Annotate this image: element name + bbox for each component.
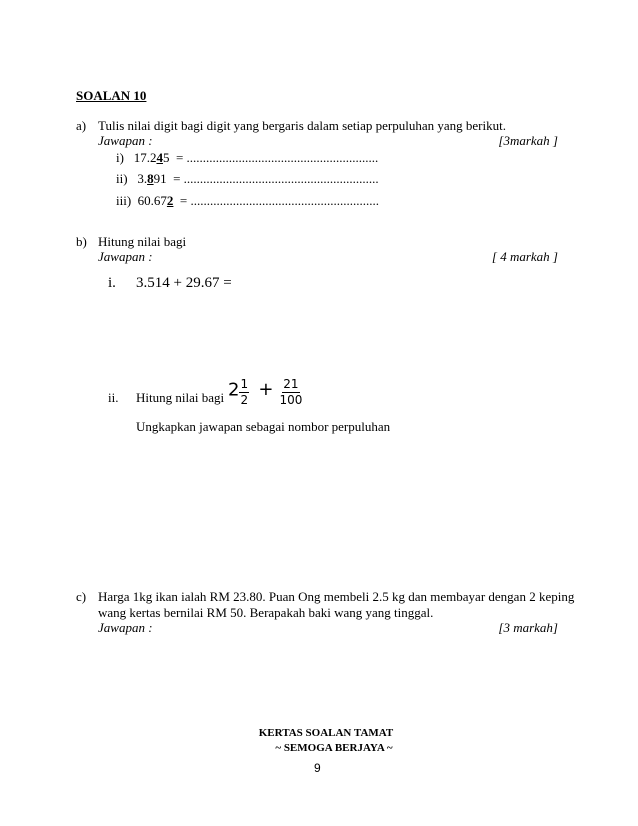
part-b-item-i-num: i.	[108, 275, 116, 291]
part-b-answer-label: Jawapan :	[98, 249, 153, 264]
part-c-marks: [3 markah]	[498, 620, 558, 635]
fraction-one-half: $\frac{1}{2}$	[240, 377, 249, 407]
fraction-21-100: $\frac{21}{100}$	[279, 377, 303, 407]
page-title: SOALAN 10	[76, 88, 147, 103]
part-a-item-2: ii) 3.891 = ............................................................	[116, 171, 379, 186]
part-a-question: Tulis nilai digit bagi digit yang bergaris dalam setiap perpuluhan yang berikut.	[98, 118, 506, 133]
part-c-line-2: wang kertas bernilai RM 50. Berapakah baki wang yang tinggal.	[98, 605, 434, 620]
footer-good-luck: ~ SEMOGA BERJAYA ~	[275, 742, 393, 754]
part-b-item-i-expr: 3.514 + 29.67 =	[136, 275, 232, 291]
whole-number: 2	[228, 379, 240, 401]
part-a-item-1: i) 17.245 = ...........................................................	[116, 150, 379, 165]
part-c-answer-label: Jawapan :	[98, 620, 153, 635]
part-b-label: b)	[76, 234, 87, 249]
part-b-question: Hitung nilai bagi	[98, 234, 187, 249]
part-a-label: a)	[76, 118, 87, 133]
page-number: 9	[314, 761, 321, 775]
part-b-item-ii-note: Ungkapkan jawapan sebagai nombor perpuluhan	[136, 419, 391, 434]
part-a-answer-label: Jawapan :	[98, 133, 153, 148]
plus-sign: +	[258, 379, 274, 401]
part-b-marks: [ 4 markah ]	[491, 249, 558, 264]
part-c-line-1: Harga 1kg ikan ialah RM 23.80. Puan Ong membeli 2.5 kg dan membayar dengan 2 keping	[98, 589, 575, 604]
mixed-fraction-expression	[228, 378, 302, 407]
part-b-item-ii-text: Hitung nilai bagi	[136, 390, 225, 405]
part-a-item-3: iii) 60.672 = ..........................................................	[116, 193, 380, 208]
part-a-marks: [3markah ]	[498, 133, 558, 148]
footer-end-text: KERTAS SOALAN TAMAT	[258, 727, 394, 739]
part-c-label: c)	[76, 589, 87, 604]
part-b-item-ii-num: ii.	[108, 390, 119, 405]
